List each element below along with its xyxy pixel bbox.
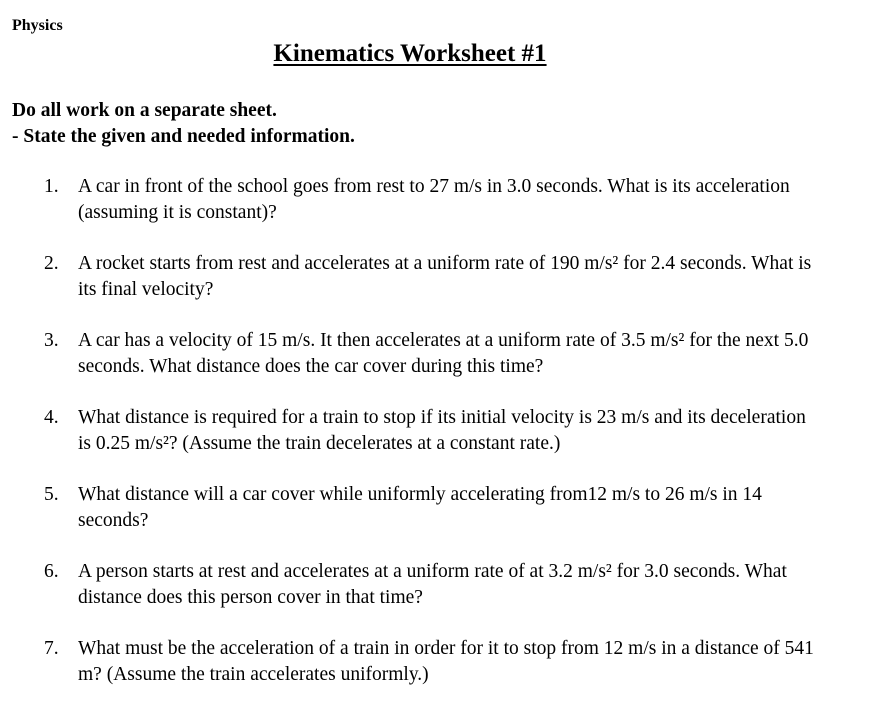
question-number: 7. xyxy=(44,638,59,659)
question-item xyxy=(0,405,818,457)
question-number: 1. xyxy=(44,176,59,197)
question-item xyxy=(0,328,818,380)
instructions xyxy=(12,98,355,150)
instruction-line-2: - State the given and needed information. xyxy=(12,126,355,147)
question-text: A car has a velocity of 15 m/s. It then accelerates at a uniform rate of 3.5 m/s² for the next 5.0 seconds. What distance does the car cover during this time? xyxy=(78,330,809,377)
question-item xyxy=(0,482,818,534)
question-item xyxy=(0,559,818,611)
question-text: What distance is required for a train to stop if its initial velocity is 23 m/s and its deceleration is 0.25 m/s²? (Assume the train decelerates at a constant rate.) xyxy=(78,407,806,454)
question-number: 6. xyxy=(44,561,59,582)
question-text: What must be the acceleration of a train in order for it to stop from 12 m/s in a distance of 541 m? (Assume the train accelerates uniformly.) xyxy=(78,638,814,685)
question-item xyxy=(0,174,818,226)
question-text: A person starts at rest and accelerates at a uniform rate of at 3.2 m/s² for 3.0 seconds. What distance does this person cover in that time? xyxy=(78,561,787,608)
question-text: What distance will a car cover while uniformly accelerating from12 m/s to 26 m/s in 14 seconds? xyxy=(78,484,762,531)
subject-label: Physics xyxy=(12,17,63,34)
question-text: A rocket starts from rest and accelerates at a uniform rate of 190 m/s² for 2.4 seconds. What is its final velocity? xyxy=(78,253,812,300)
question-number: 2. xyxy=(44,253,59,274)
worksheet-title: Kinematics Worksheet #1 xyxy=(273,40,547,67)
question-text: A car in front of the school goes from rest to 27 m/s in 3.0 seconds. What is its acceleration (assuming it is constant)? xyxy=(78,176,790,223)
question-item xyxy=(0,251,818,303)
question-number: 4. xyxy=(44,407,59,428)
question-item xyxy=(0,636,818,688)
question-list xyxy=(0,174,877,713)
question-number: 3. xyxy=(44,330,59,351)
instruction-line-1: Do all work on a separate sheet. xyxy=(12,100,277,121)
question-number: 5. xyxy=(44,484,59,505)
